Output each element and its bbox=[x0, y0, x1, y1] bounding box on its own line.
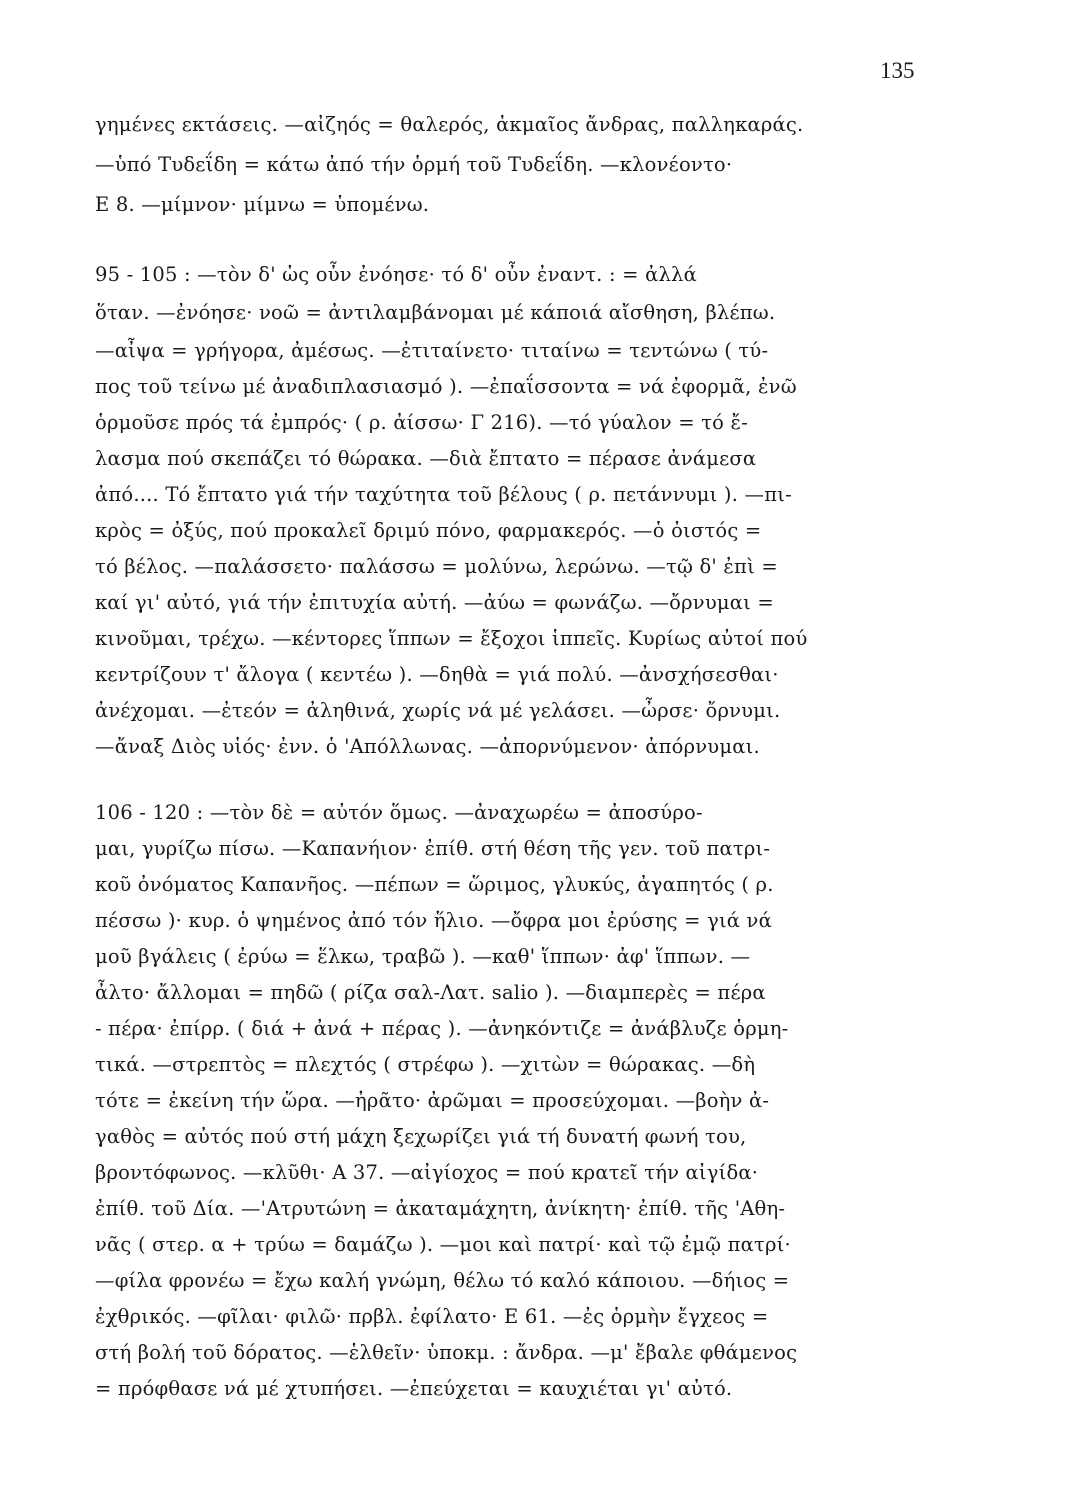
text-line: 95 - 105 : —τὸν δ' ὡς οὖν ἐνόησε· τό δ' οὖν ἐναντ. : = ἀλλά bbox=[95, 263, 697, 286]
text-line: —αἶψα = γρήγορα, ἀμέσως. —ἐτιταίνετο· τιταίνω = τεντώνω ( τύ- bbox=[95, 339, 769, 362]
text-line: ἀπό.... Τό ἔπτατο γιά τήν ταχύτητα τοῦ βέλους ( ρ. πετάννυμι ). —πι- bbox=[95, 483, 792, 506]
page-number: 135 bbox=[880, 58, 915, 83]
text-line: μοῦ βγάλεις ( ἐρύω = ἕλκω, τραβῶ ). —καθ' ἵππων· ἀφ' ἵππων. — bbox=[95, 945, 751, 968]
text-line: κεντρίζουν τ' ἄλογα ( κεντέω ). —δηθὰ = γιά πολύ. —ἀνσχήσεσθαι· bbox=[95, 663, 779, 686]
text-line: ὅταν. —ἐνόησε· νοῶ = ἀντιλαμβάνομαι μέ κάποιά αἴσθηση, βλέπω. bbox=[95, 301, 776, 324]
text-line: τότε = ἐκείνη τήν ὥρα. —ἠρᾶτο· ἀρῶμαι = προσεύχομαι. —βοὴν ἀ- bbox=[95, 1089, 770, 1112]
text-line: ἐχθρικός. —φῖλαι· φιλῶ· πρβλ. ἐφίλατο· Ε 61. —ἐς ὁρμὴν ἔγχεος = bbox=[95, 1305, 769, 1328]
text-line: πος τοῦ τείνω μέ ἀναδιπλασιασμό ). —ἐπαΐσσοντα = νά ἐφορμᾶ, ἐνῶ bbox=[95, 375, 797, 398]
text-line: κρὸς = ὀξύς, πού προκαλεῖ δριμύ πόνο, φαρμακερός. —ὁ ὀιστός = bbox=[95, 519, 762, 542]
text-line: —ὑπό Τυδεΐδη = κάτω ἀπό τήν ὁρμή τοῦ Τυδεΐδη. —κλονέοντο· bbox=[95, 153, 733, 176]
text-line: λασμα πού σκεπάζει τό θώρακα. —διὰ ἔπτατο = πέρασε ἀνάμεσα bbox=[95, 447, 757, 470]
text-line: γαθὸς = αὐτός πού στή μάχη ξεχωρίζει γιά τή δυνατή φωνή του, bbox=[95, 1125, 747, 1148]
text-line: ἆλτο· ἄλλομαι = πηδῶ ( ρίζα σαλ-Λατ. salio ). —διαμπερὲς = πέρα bbox=[95, 981, 766, 1004]
text-line: ὁρμοῦσε πρός τά ἐμπρός· ( ρ. ἀίσσω· Γ 216). —τό γύαλον = τό ἔ- bbox=[95, 411, 748, 434]
text-line: πέσσω )· κυρ. ὁ ψημένος ἀπό τόν ἥλιο. —ὄφρα μοι ἐρύσης = γιά νά bbox=[95, 909, 772, 932]
text-line: - πέρα· ἐπίρρ. ( διά + ἀνά + πέρας ). —ἀνηκόντιζε = ἀνάβλυζε ὁρμη- bbox=[95, 1017, 789, 1040]
text-line: ἀνέχομαι. —ἐτεόν = ἀληθινά, χωρίς νά μέ γελάσει. —ὦρσε· ὄρνυμι. bbox=[95, 699, 781, 722]
text-line: μαι, γυρίζω πίσω. —Καπανήιον· ἐπίθ. στή θέση τῆς γεν. τοῦ πατρι- bbox=[95, 837, 771, 860]
text-line: —ἄναξ Διὸς υἱός· ἐνν. ὁ 'Απόλλωνας. —ἀπορνύμενον· ἀπόρνυμαι. bbox=[95, 735, 760, 758]
text-line: τό βέλος. —παλάσσετο· παλάσσω = μολύνω, λερώνω. —τῷ δ' ἐπὶ = bbox=[95, 555, 778, 578]
text-line: ἐπίθ. τοῦ Δία. —'Ατρυτώνη = ἀκαταμάχητη, ἀνίκητη· ἐπίθ. τῆς 'Αθη- bbox=[95, 1197, 786, 1220]
text-line: —φίλα φρονέω = ἔχω καλή γνώμη, θέλω τό καλό κάποιου. —δήιος = bbox=[95, 1269, 790, 1292]
text-line: καί γι' αὐτό, γιά τήν ἐπιτυχία αὐτή. —ἀύω = φωνάζω. —ὄρνυμαι = bbox=[95, 591, 774, 614]
text-line: τικά. —στρεπτὸς = πλεχτός ( στρέφω ). —χιτὼν = θώρακας. —δὴ bbox=[95, 1053, 756, 1076]
text-line: κοῦ ὀνόματος Καπανῆος. —πέπων = ὥριμος, γλυκύς, ἀγαπητός ( ρ. bbox=[95, 873, 774, 896]
text-line: γημένες εκτάσεις. —αἰζηός = θαλερός, ἀκμαῖος ἄνδρας, παλληκαράς. bbox=[95, 113, 804, 136]
text-line: Ε 8. —μίμνον· μίμνω = ὑπομένω. bbox=[95, 193, 430, 216]
text-line: στή βολή τοῦ δόρατος. —ἑλθεῖν· ὑποκμ. : ἄνδρα. —μ' ἔβαλε φθάμενος bbox=[95, 1341, 798, 1364]
text-line: βροντόφωνος. —κλῦθι· Α 37. —αἰγίοχος = πού κρατεῖ τήν αἰγίδα· bbox=[95, 1161, 759, 1184]
text-line: νᾶς ( στερ. α + τρύω = δαμάζω ). —μοι καὶ πατρί· καὶ τῷ ἐμῷ πατρί· bbox=[95, 1233, 791, 1256]
text-line: = πρόφθασε νά μέ χτυπήσει. —ἐπεύχεται = καυχιέται γι' αὐτό. bbox=[95, 1377, 733, 1400]
text-line: κινοῦμαι, τρέχω. —κέντορες ἵππων = ἔξοχοι ἱππεῖς. Κυρίως αὐτοί πού bbox=[95, 627, 808, 650]
text-line: 106 - 120 : —τὸν δὲ = αὐτόν ὅμως. —ἀναχωρέω = ἀποσύρο- bbox=[95, 801, 703, 824]
